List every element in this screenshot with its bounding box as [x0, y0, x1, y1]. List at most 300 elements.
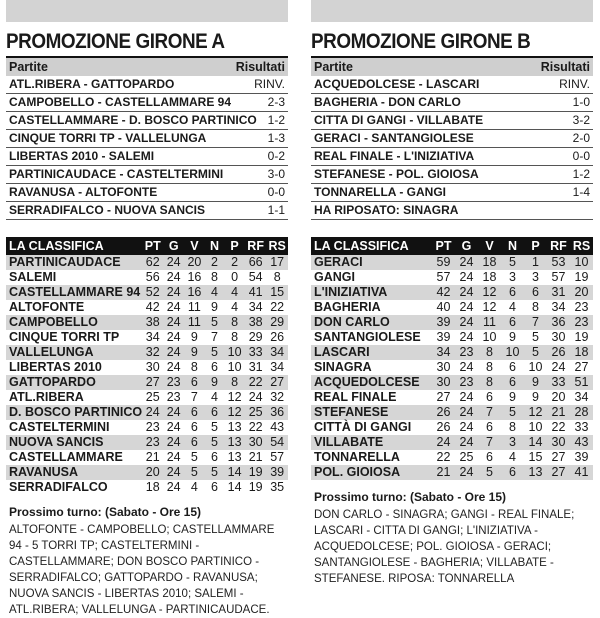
stat-cell: 27 — [436, 390, 451, 404]
stat-heading: RS — [570, 237, 593, 255]
match-row — [6, 202, 288, 220]
stat-heading: RS — [266, 237, 288, 255]
stat-cell: 59 — [432, 255, 455, 270]
stat-cell: 26 — [432, 405, 455, 420]
stat-cell: 30 — [436, 360, 451, 374]
stat-cell: 5 — [184, 465, 205, 480]
stat-cell: 9 — [205, 375, 224, 390]
match-row — [311, 76, 593, 94]
stat-cell: 22 — [270, 300, 285, 314]
stat-cell: 7 — [478, 405, 501, 420]
stat-heading: P — [524, 237, 547, 255]
stat-cell: 31 — [547, 285, 570, 300]
stat-cell: 4 — [205, 285, 224, 300]
standings-header-row — [311, 237, 593, 255]
match-result: 0-0 — [572, 149, 590, 163]
stat-cell: 21 — [432, 465, 455, 480]
stat-cell: 25 — [459, 450, 474, 464]
stat-cell: 22 — [436, 450, 451, 464]
match-teams: ACQUEDOLCESE - LASCARI — [314, 77, 480, 91]
stat-cell: 23 — [574, 300, 589, 314]
stat-cell: 31 — [248, 360, 263, 374]
stat-cell: 52 — [142, 285, 163, 300]
stat-cell: 28 — [570, 405, 593, 420]
table-row — [311, 405, 593, 420]
stat-heading: PT — [432, 237, 455, 255]
stat-cell: 5 — [205, 345, 224, 360]
table-row — [6, 390, 288, 405]
stat-cell: 8 — [509, 420, 516, 434]
match-result: 1-2 — [267, 113, 285, 127]
team-name: CASTELLAMMARE 94 — [6, 285, 142, 300]
team-name: GATTOPARDO — [6, 375, 142, 390]
top-gray-band — [6, 0, 288, 22]
stat-cell: 17 — [266, 255, 288, 270]
stat-cell: 22 — [248, 420, 263, 434]
stat-cell: 1 — [524, 255, 547, 270]
stat-cell: 6 — [211, 450, 218, 464]
stat-heading: V — [184, 237, 205, 255]
match-teams: CITTA DI GANGI - VILLABATE — [314, 113, 484, 127]
stat-cell: 6 — [501, 465, 524, 480]
stat-cell: 66 — [245, 255, 266, 270]
stat-cell: 19 — [248, 480, 263, 494]
stat-cell: 26 — [270, 330, 285, 344]
match-teams: GERACI - SANTANGIOLESE — [314, 131, 474, 145]
stat-cell: 6 — [501, 285, 524, 300]
stat-cell: 23 — [455, 345, 478, 360]
table-row — [311, 255, 593, 270]
team-name: NUOVA SANCIS — [6, 435, 142, 450]
match-row — [311, 202, 593, 220]
stat-cell: 24 — [248, 390, 263, 404]
stat-cell: 18 — [482, 270, 497, 284]
stat-cell: 9 — [524, 375, 547, 390]
table-row — [6, 270, 288, 285]
stat-cell: 54 — [266, 435, 288, 450]
team-name: STEFANESE — [311, 405, 432, 420]
stat-cell: 6 — [205, 405, 224, 420]
stat-cell: 30 — [547, 435, 570, 450]
stat-cell: 24 — [459, 420, 474, 434]
match-result: 0-0 — [267, 185, 285, 199]
match-teams: CINQUE TORRI TP - VALLELUNGA — [9, 131, 207, 145]
stat-cell: 8 — [486, 360, 493, 374]
stat-cell: 24 — [163, 405, 184, 420]
risultati-label: Risultati — [235, 60, 285, 74]
stat-cell: 25 — [245, 405, 266, 420]
stat-cell: 35 — [270, 480, 285, 494]
stat-cell: 8 — [231, 330, 239, 344]
stat-cell: 5 — [532, 330, 539, 344]
stat-heading: RF — [547, 237, 570, 255]
stat-cell: 24 — [142, 405, 163, 420]
stat-cell: 24 — [166, 450, 181, 464]
girone-b-column — [311, 0, 593, 587]
stat-cell: 27 — [266, 375, 288, 390]
matches-header — [6, 58, 288, 76]
stat-cell: 6 — [486, 390, 493, 404]
stat-cell: 11 — [187, 300, 201, 314]
stat-cell: 4 — [509, 300, 516, 314]
team-name: POL. GIOIOSA — [311, 465, 432, 480]
stat-cell: 6 — [524, 285, 547, 300]
match-teams: REAL FINALE - L'INIZIATIVA — [314, 149, 475, 163]
team-name: LIBERTAS 2010 — [9, 360, 102, 374]
stat-cell: 15 — [266, 285, 288, 300]
team-name: RAVANUSA — [6, 465, 142, 480]
stat-cell: 38 — [142, 315, 163, 330]
team-name: SALEMI — [9, 270, 57, 284]
match-row — [311, 94, 593, 112]
table-row — [6, 330, 288, 345]
stat-cell: 18 — [478, 255, 501, 270]
match-result: 1-4 — [572, 185, 590, 199]
table-row — [311, 390, 593, 405]
stat-heading: P — [224, 237, 245, 255]
table-row — [311, 345, 593, 360]
stat-cell: 9 — [509, 330, 516, 344]
stat-cell: 24 — [166, 360, 181, 374]
stat-cell: 6 — [501, 375, 524, 390]
stat-cell: 20 — [570, 285, 593, 300]
stat-cell: 6 — [501, 315, 524, 330]
stat-heading: V — [478, 237, 501, 255]
stat-cell: 21 — [145, 450, 160, 464]
stat-cell: 10 — [224, 345, 245, 360]
team-name: ATL.RIBERA — [9, 390, 84, 404]
match-row — [6, 184, 288, 202]
stat-cell: 5 — [501, 255, 524, 270]
stat-cell: 7 — [478, 435, 501, 450]
top-gray-band — [311, 0, 593, 22]
standings-table — [6, 237, 288, 495]
stat-cell: 21 — [248, 450, 263, 464]
stat-heading: N — [501, 237, 524, 255]
match-result: 1-1 — [267, 203, 285, 217]
table-row — [6, 285, 288, 300]
stat-cell: 9 — [509, 390, 516, 404]
stat-cell: 30 — [245, 435, 266, 450]
stat-cell: 24 — [163, 315, 184, 330]
table-row — [311, 270, 593, 285]
team-name: CINQUE TORRI TP — [9, 330, 120, 344]
stat-cell: 24 — [459, 360, 474, 374]
table-row — [311, 435, 593, 450]
match-row — [311, 166, 593, 184]
team-name: VILLABATE — [311, 435, 432, 450]
stat-cell: 5 — [205, 465, 224, 480]
stat-cell: 7 — [211, 330, 218, 344]
stat-cell: 23 — [166, 390, 181, 404]
stat-cell: 34 — [574, 390, 589, 404]
stat-cell: 2 — [224, 255, 245, 270]
stat-cell: 0 — [231, 270, 239, 284]
match-result: 3-2 — [572, 113, 590, 127]
stat-cell: 34 — [248, 300, 263, 314]
match-row — [6, 112, 288, 130]
stat-cell: 24 — [163, 255, 184, 270]
stat-cell: 5 — [205, 435, 224, 450]
stat-cell: 13 — [227, 450, 242, 464]
stat-cell: 57 — [436, 270, 451, 284]
stat-cell: 8 — [211, 270, 218, 284]
stat-cell: 8 — [273, 270, 281, 284]
table-row — [6, 420, 288, 435]
stat-cell: 15 — [528, 450, 543, 464]
match-teams: PARTINICAUDACE - CASTELTERMINI — [9, 167, 224, 181]
match-result: 1-2 — [572, 167, 590, 181]
stat-cell: 6 — [184, 375, 205, 390]
table-row — [311, 450, 593, 465]
table-row — [6, 465, 288, 480]
stat-cell: 24 — [455, 465, 478, 480]
stat-cell: 34 — [432, 345, 455, 360]
stat-cell: 6 — [184, 435, 205, 450]
table-row — [6, 360, 288, 375]
stat-cell: 36 — [547, 315, 570, 330]
team-name: REAL FINALE — [314, 390, 397, 404]
stat-cell: 41 — [245, 285, 266, 300]
team-name: ACQUEDOLCESE — [311, 375, 432, 390]
stat-cell: 11 — [478, 315, 501, 330]
table-row — [311, 315, 593, 330]
stat-cell: 23 — [455, 375, 478, 390]
stat-cell: 6 — [211, 360, 218, 374]
match-teams: TONNARELLA - GANGI — [314, 185, 446, 199]
stat-cell: 19 — [574, 330, 589, 344]
match-row — [6, 130, 288, 148]
stat-cell: 24 — [163, 345, 184, 360]
stat-cell: 8 — [190, 360, 198, 374]
girone-a-column — [6, 0, 288, 618]
stat-cell: 21 — [547, 405, 570, 420]
classifica-heading: LA CLASSIFICA — [6, 237, 142, 255]
stat-cell: 57 — [270, 450, 285, 464]
stat-cell: 22 — [245, 375, 266, 390]
team-name: VALLELUNGA — [6, 345, 142, 360]
team-name: DON CARLO — [311, 315, 432, 330]
stat-cell: 12 — [478, 285, 501, 300]
next-round-text: DON CARLO - SINAGRA; GANGI - REAL FINALE; LASCARI - CITTA DI GANGI; L'INIZIATIVA - ACQUEDOLCESE; POL. GIOIOSA - GERACI; SANTANGIOLESE - BAGHERIA; VILLABATE - STEFANESE. RIPOSA: TONNARELLA — [314, 509, 575, 585]
stat-cell: 22 — [551, 420, 566, 434]
stat-cell: 8 — [224, 375, 245, 390]
stat-cell: 24 — [455, 255, 478, 270]
stat-cell: 30 — [551, 330, 566, 344]
stat-cell: 9 — [190, 330, 198, 344]
match-result: 2-3 — [267, 95, 285, 109]
stat-cell: 24 — [455, 405, 478, 420]
stat-cell: 13 — [227, 420, 242, 434]
stat-cell: 4 — [190, 480, 198, 494]
stat-cell: 8 — [478, 345, 501, 360]
stat-cell: 56 — [145, 270, 160, 284]
stat-cell: 10 — [570, 255, 593, 270]
stat-cell: 20 — [184, 255, 205, 270]
stat-cell: 29 — [266, 315, 288, 330]
partite-label: Partite — [9, 60, 48, 74]
stat-cell: 2 — [205, 255, 224, 270]
stat-cell: 4 — [509, 450, 516, 464]
stat-cell: 43 — [270, 420, 285, 434]
stat-cell: 24 — [166, 420, 181, 434]
stat-cell: 41 — [570, 465, 593, 480]
next-round-label: Prossimo turno: (Sabato - Ore 15) — [314, 490, 507, 504]
stat-cell: 9 — [184, 345, 205, 360]
stat-cell: 34 — [145, 330, 160, 344]
stat-cell: 23 — [142, 435, 163, 450]
stat-cell: 24 — [455, 285, 478, 300]
girone-a-title: PROMOZIONE GIRONE A — [6, 30, 225, 53]
match-result: 3-0 — [267, 167, 285, 181]
next-round-text: ALTOFONTE - CAMPOBELLO; CASTELLAMMARE 94 - 5 TORRI TP; CASTELTERMINI - CASTELLAMMARE; DON BOSCO PARTINICO - SERRADIFALCO; GATTOPARDO - RAVANUSA; NUOVA SANCIS - LIBERTAS 2010; SALEMI - ATL.RIBERA; VALLELUNGA - PARTINICAUDACE. — [9, 524, 275, 616]
stat-cell: 24 — [459, 390, 474, 404]
match-result: RINV. — [559, 77, 590, 91]
table-row — [311, 420, 593, 435]
match-teams: CASTELLAMMARE - D. BOSCO PARTINICO — [9, 113, 257, 127]
team-name: D. BOSCO PARTINICO — [6, 405, 142, 420]
table-row — [311, 285, 593, 300]
match-teams: ATL.RIBERA - GATTOPARDO — [9, 77, 175, 91]
table-row — [311, 360, 593, 375]
stat-cell: 4 — [211, 390, 218, 404]
stat-cell: 24 — [166, 300, 181, 314]
risultati-label: Risultati — [540, 60, 590, 74]
stat-cell: 29 — [248, 330, 263, 344]
stat-cell: 24 — [432, 435, 455, 450]
stat-cell: 6 — [211, 480, 218, 494]
stat-cell: 16 — [187, 270, 202, 284]
stat-cell: 30 — [432, 375, 455, 390]
stat-cell: 26 — [436, 420, 451, 434]
stat-cell: 24 — [163, 435, 184, 450]
stat-cell: 23 — [570, 315, 593, 330]
stat-cell: 54 — [248, 270, 263, 284]
stat-cell: 18 — [570, 345, 593, 360]
stat-cell: 3 — [509, 270, 516, 284]
stat-cell: 39 — [432, 315, 455, 330]
stat-cell: 11 — [184, 315, 205, 330]
stat-cell: 12 — [224, 405, 245, 420]
stat-cell: 19 — [245, 465, 266, 480]
team-name: TONNARELLA — [314, 450, 400, 464]
stat-cell: 14 — [227, 480, 242, 494]
stat-cell: 24 — [455, 315, 478, 330]
standings-table — [311, 237, 593, 480]
stat-cell: 6 — [509, 360, 516, 374]
stat-cell: 14 — [224, 465, 245, 480]
stat-cell: 5 — [478, 465, 501, 480]
team-name: PARTINICAUDACE — [6, 255, 142, 270]
match-result: 1-0 — [572, 95, 590, 109]
match-teams: SERRADIFALCO - NUOVA SANCIS — [9, 203, 206, 217]
stat-cell: 25 — [145, 390, 160, 404]
match-row — [311, 148, 593, 166]
stat-cell: 13 — [224, 435, 245, 450]
team-name: CITTÀ DI GANGI — [314, 420, 412, 434]
team-name: CASTELLAMMARE — [9, 450, 123, 464]
classifica-heading: LA CLASSIFICA — [311, 237, 432, 255]
stat-cell: 4 — [224, 285, 245, 300]
stat-cell: 3 — [501, 435, 524, 450]
team-name: LASCARI — [311, 345, 432, 360]
stat-cell: 62 — [142, 255, 163, 270]
match-result: 1-3 — [267, 131, 285, 145]
match-row — [6, 76, 288, 94]
stat-cell: 24 — [166, 480, 181, 494]
stat-cell: 39 — [436, 330, 451, 344]
stat-cell: 36 — [266, 405, 288, 420]
match-row — [311, 130, 593, 148]
stat-cell: 32 — [270, 390, 285, 404]
match-result: RINV. — [254, 77, 285, 91]
stat-cell: 4 — [231, 300, 239, 314]
stat-cell: 34 — [266, 345, 288, 360]
stat-cell: 24 — [166, 330, 181, 344]
match-row — [6, 166, 288, 184]
stat-cell: 26 — [547, 345, 570, 360]
partite-label: Partite — [314, 60, 353, 74]
stat-cell: 33 — [547, 375, 570, 390]
team-name: SINAGRA — [314, 360, 372, 374]
stat-cell: 10 — [528, 420, 543, 434]
stat-cell: 32 — [142, 345, 163, 360]
stat-cell: 7 — [190, 390, 198, 404]
stat-cell: 24 — [163, 285, 184, 300]
stat-heading: G — [163, 237, 184, 255]
stat-cell: 19 — [574, 270, 589, 284]
table-row — [6, 315, 288, 330]
stat-cell: 18 — [145, 480, 160, 494]
stat-cell: 5 — [205, 315, 224, 330]
table-row — [311, 330, 593, 345]
matches-list — [6, 76, 288, 220]
table-row — [6, 480, 288, 495]
stat-cell: 3 — [532, 270, 539, 284]
stat-cell: 8 — [532, 300, 539, 314]
stat-cell: 27 — [547, 465, 570, 480]
stat-cell: 6 — [190, 420, 198, 434]
stat-cell: 27 — [574, 360, 589, 374]
stat-cell: 42 — [145, 300, 160, 314]
match-teams: BAGHERIA - DON CARLO — [314, 95, 461, 109]
matches-header — [311, 58, 593, 76]
match-row — [6, 94, 288, 112]
stat-cell: 23 — [163, 375, 184, 390]
stat-cell: 33 — [574, 420, 589, 434]
stat-heading: G — [455, 237, 478, 255]
stat-cell: 5 — [524, 345, 547, 360]
table-row — [311, 300, 593, 315]
matches-list — [311, 76, 593, 220]
team-name: SANTANGIOLESE — [314, 330, 421, 344]
stat-cell: 13 — [524, 465, 547, 480]
stat-cell: 51 — [570, 375, 593, 390]
stat-cell: 10 — [227, 360, 242, 374]
stat-cell: 16 — [184, 285, 205, 300]
next-round-label: Prossimo turno: (Sabato - Ore 15) — [9, 505, 202, 519]
table-row — [6, 300, 288, 315]
stat-cell: 10 — [528, 360, 543, 374]
stat-cell: 14 — [524, 435, 547, 450]
stat-cell: 20 — [142, 465, 163, 480]
table-row — [311, 465, 593, 480]
team-name: SERRADIFALCO — [9, 480, 108, 494]
team-name: CAMPOBELLO — [6, 315, 142, 330]
stat-cell: 34 — [551, 300, 566, 314]
match-row — [6, 148, 288, 166]
stat-cell: 33 — [245, 345, 266, 360]
